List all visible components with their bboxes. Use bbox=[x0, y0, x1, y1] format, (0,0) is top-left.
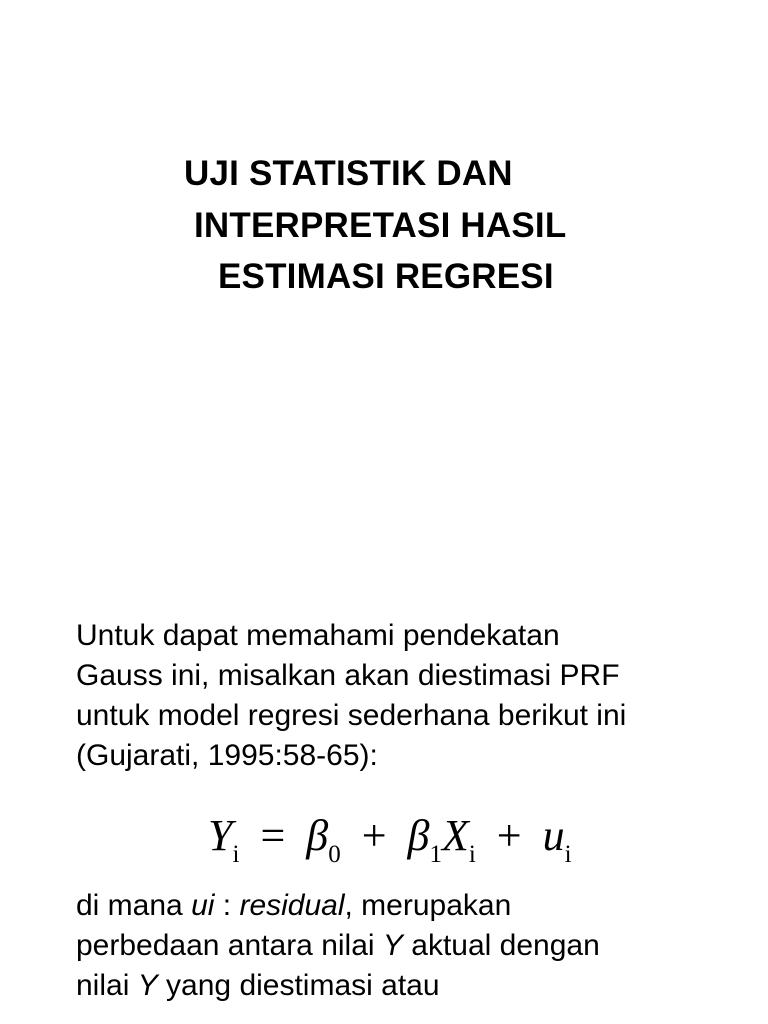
intro-line-1: Untuk dapat memahami pendekatan bbox=[76, 619, 560, 652]
equation-u: u bbox=[542, 811, 565, 860]
y-term: Y bbox=[382, 929, 403, 962]
equation-x-subscript: i bbox=[468, 841, 476, 868]
equation-equals: = bbox=[260, 811, 286, 860]
slide-title-line-1: UJI STATISTIK DAN bbox=[184, 154, 513, 193]
residual-line-2-text-a: perbedaan antara nilai bbox=[76, 929, 383, 962]
residual-line-1-text-a: di mana bbox=[76, 889, 192, 922]
intro-line-3: untuk model regresi sederhana berikut ini bbox=[76, 699, 627, 732]
slide-title-line-3: ESTIMASI REGRESI bbox=[218, 257, 554, 296]
residual-line-3-text-b: yang diestimasi atau bbox=[157, 969, 440, 1002]
residual-line-1-text-c: , merupakan bbox=[344, 889, 512, 922]
intro-line-2: Gauss ini, misalkan akan diestimasi PRF bbox=[76, 659, 620, 692]
residual-term: residual bbox=[239, 889, 345, 922]
equation-x: X bbox=[441, 811, 469, 860]
ui-term: ui bbox=[191, 889, 215, 922]
residual-line-1 bbox=[76, 886, 736, 926]
slide-title-line-2: INTERPRETASI HASIL bbox=[194, 206, 567, 245]
equation-beta1-subscript: 1 bbox=[429, 841, 442, 868]
equation-plus-1: + bbox=[361, 811, 387, 860]
equation-plus-2: + bbox=[496, 811, 522, 860]
residual-line-3 bbox=[76, 966, 736, 1006]
residual-line-3-text-a: nilai bbox=[76, 969, 138, 1002]
equation-u-subscript: i bbox=[564, 841, 572, 868]
equation-beta0-subscript: 0 bbox=[328, 841, 341, 868]
residual-line-2 bbox=[76, 926, 736, 966]
equation-y-subscript: i bbox=[232, 841, 240, 868]
equation-beta0: β bbox=[306, 811, 329, 860]
y-term: Y bbox=[137, 969, 158, 1002]
residual-paragraph bbox=[76, 886, 736, 1006]
intro-paragraph bbox=[76, 616, 736, 776]
equation-y: Y bbox=[208, 811, 233, 860]
intro-line-4: (Gujarati, 1995:58-65): bbox=[76, 739, 378, 772]
equation-beta1: β bbox=[407, 811, 430, 860]
residual-line-1-text-b: : bbox=[214, 889, 240, 922]
regression-equation bbox=[208, 806, 572, 866]
residual-line-2-text-b: aktual dengan bbox=[402, 929, 600, 962]
